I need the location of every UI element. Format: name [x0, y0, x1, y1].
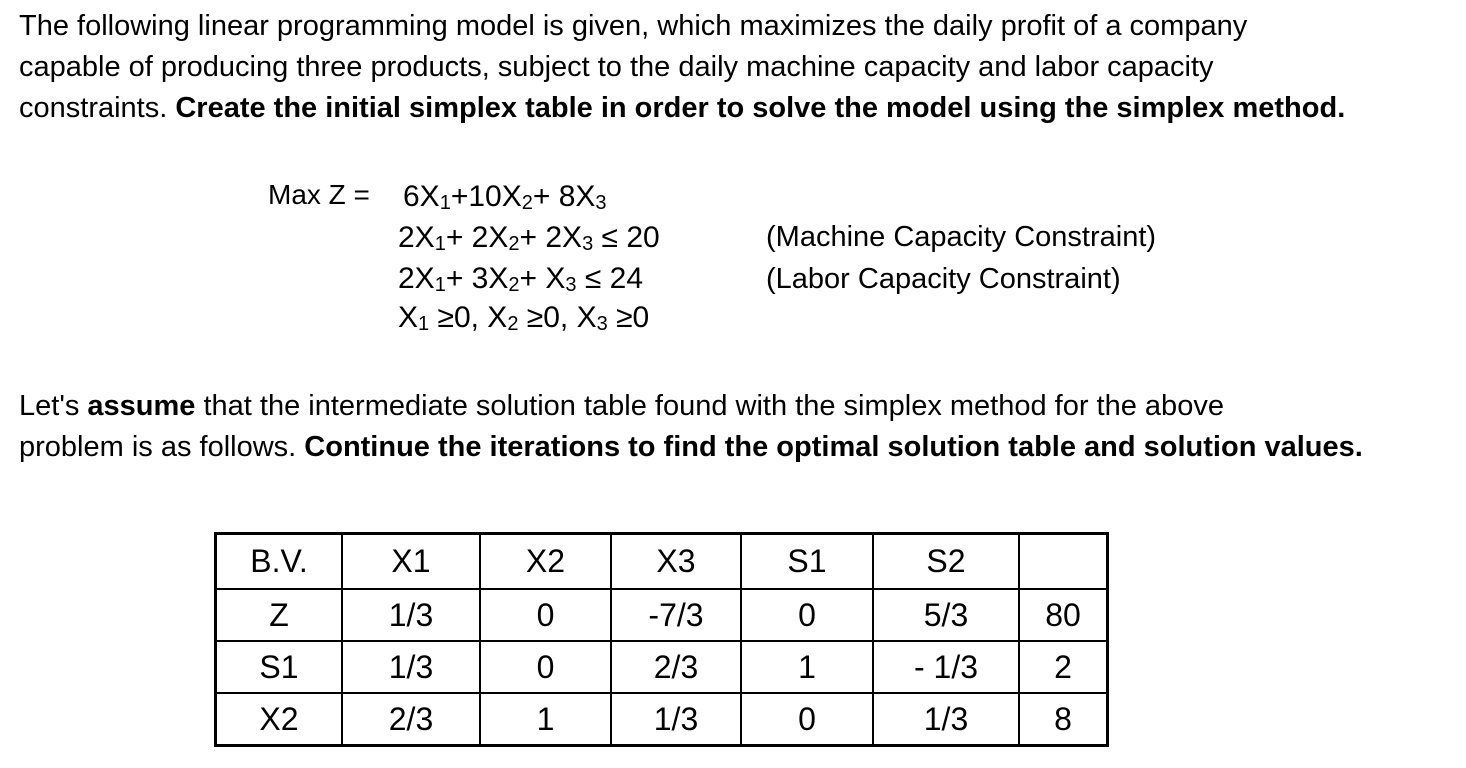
subscript: 3 [565, 274, 577, 296]
objective-label: Max Z = [268, 179, 370, 210]
assume-text: Let's [19, 390, 88, 422]
assume-text: that the intermediate solution table found with the simplex method for the above [195, 390, 1224, 422]
subscript: 1 [418, 313, 430, 335]
assume-bold: assume [87, 390, 196, 422]
header-cell: B.V. [216, 534, 343, 590]
machine-constraint [398, 217, 660, 259]
constraint-term: ≥0, X [518, 301, 597, 334]
table-cell: 0 [741, 589, 873, 641]
objective-function [403, 176, 607, 218]
table-header-row [216, 534, 1108, 590]
constraint-term: + 2X [445, 221, 509, 254]
intro-line-2: capable of producing three products, subject to the daily machine capacity and labor capacity [19, 51, 1214, 83]
header-cell: S2 [873, 534, 1019, 590]
objective-term: +10X [450, 180, 522, 213]
subscript: 1 [434, 233, 446, 255]
table-cell: 1/3 [873, 693, 1019, 746]
header-cell: X2 [480, 534, 611, 590]
table-cell: -7/3 [611, 589, 741, 641]
table-cell: 1 [480, 693, 611, 746]
assume-line-1 [19, 386, 1363, 427]
problem-statement [19, 6, 1345, 129]
table-cell: 2/3 [611, 641, 741, 693]
assume-line-2 [19, 427, 1363, 468]
table-cell: 1/3 [611, 693, 741, 746]
table-cell: S1 [216, 641, 343, 693]
constraint-term: + 2X [519, 221, 583, 254]
assumption-statement [19, 386, 1363, 468]
simplex-table [214, 532, 1109, 747]
objective-term: + 8X [532, 180, 596, 213]
subscript: 2 [508, 274, 520, 296]
header-cell [1019, 534, 1108, 590]
subscript: 1 [434, 274, 446, 296]
constraint-term: 2X [398, 262, 435, 295]
labor-constraint [398, 258, 643, 300]
constraint-term: ≥0 [607, 301, 650, 334]
table-cell: 1 [741, 641, 873, 693]
assume-task-bold: Continue the iterations to find the optimal solution table and solution values. [304, 431, 1363, 463]
assume-text: problem is as follows. [19, 431, 305, 463]
intro-line-1: The following linear programming model is given, which maximizes the daily profit of a company [19, 10, 1248, 42]
objective-term: 6X [403, 180, 440, 213]
constraint-term: + X [519, 262, 566, 295]
header-cell: S1 [741, 534, 873, 590]
table-row [216, 589, 1108, 641]
subscript: 3 [595, 192, 607, 214]
machine-constraint-note: (Machine Capacity Constraint) [766, 221, 1157, 253]
subscript: 3 [596, 313, 608, 335]
table-cell: - 1/3 [873, 641, 1019, 693]
table-cell: 1/3 [342, 641, 480, 693]
constraint-term: ≥0, X [429, 301, 508, 334]
table-cell: 2 [1019, 641, 1108, 693]
subscript: 2 [521, 192, 533, 214]
table-cell: 0 [480, 641, 611, 693]
header-cell: X1 [342, 534, 480, 590]
header-cell: X3 [611, 534, 741, 590]
constraint-term: 2X [398, 221, 435, 254]
table-row [216, 693, 1108, 746]
labor-constraint-note: (Labor Capacity Constraint) [766, 263, 1121, 295]
table-cell: 0 [480, 589, 611, 641]
intro-line-3-text: constraints. [19, 92, 176, 124]
non-negativity-constraints [398, 297, 649, 339]
table-cell: 0 [741, 693, 873, 746]
table-row [216, 641, 1108, 693]
subscript: 3 [582, 233, 594, 255]
table-cell: 8 [1019, 693, 1108, 746]
intro-line-3 [19, 88, 1345, 129]
subscript: 2 [507, 313, 519, 335]
intro-task-bold: Create the initial simplex table in order to solve the model using the simplex method. [175, 92, 1346, 124]
constraint-term: + 3X [445, 262, 509, 295]
table-cell: X2 [216, 693, 343, 746]
subscript: 2 [508, 233, 520, 255]
subscript: 1 [439, 192, 451, 214]
table-cell: 1/3 [342, 589, 480, 641]
constraint-term: X [398, 301, 419, 334]
table-cell: 2/3 [342, 693, 480, 746]
constraint-rhs: ≤ 24 [576, 262, 644, 295]
table-cell: 80 [1019, 589, 1108, 641]
table-cell: 5/3 [873, 589, 1019, 641]
table-cell: Z [216, 589, 343, 641]
constraint-rhs: ≤ 20 [593, 221, 660, 254]
